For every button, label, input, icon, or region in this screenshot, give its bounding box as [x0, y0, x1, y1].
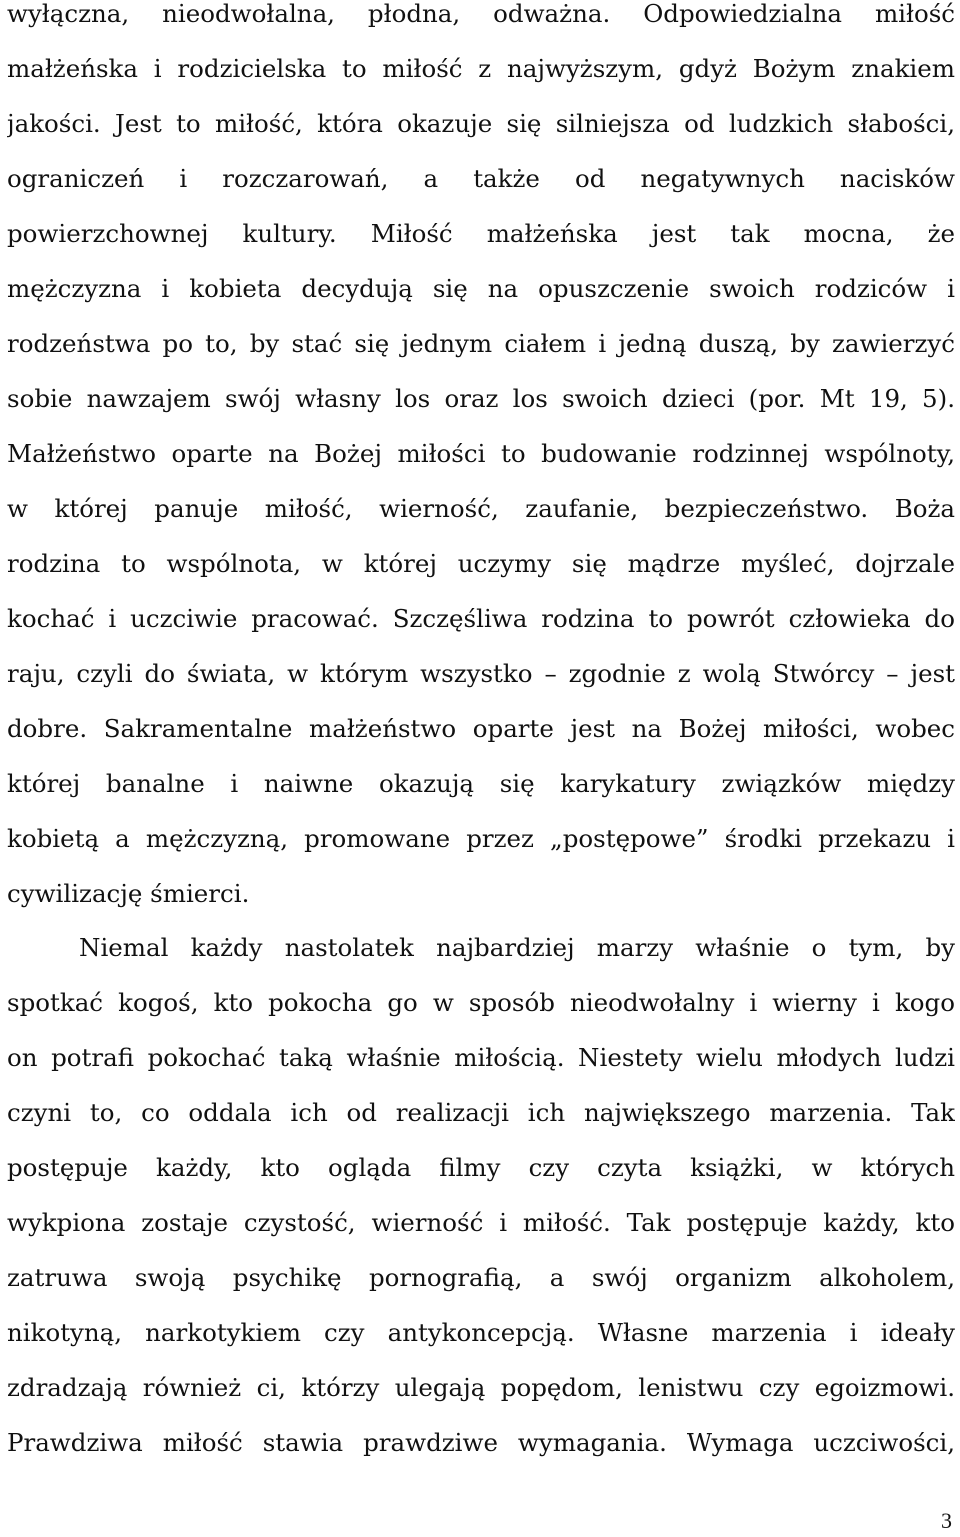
text-line: w której panuje miłość, wierność, zaufanie, bezpieczeństwo. Boża [7, 494, 955, 523]
text-line: Małżeństwo oparte na Bożej miłości to budowanie rodzinnej wspólnoty, [7, 439, 955, 468]
text-line: postępuje każdy, kto ogląda filmy czy czyta książki, w których [7, 1153, 955, 1182]
text-line: nikotyną, narkotykiem czy antykoncepcją. Własne marzenia i ideały [7, 1318, 955, 1347]
text-line: raju, czyli do świata, w którym wszystko – zgodnie z wolą Stwórcy – jest [7, 659, 955, 688]
text-line: zatruwa swoją psychikę pornografią, a swój organizm alkoholem, [7, 1263, 955, 1292]
text-line: kochać i uczciwie pracować. Szczęśliwa rodzina to powrót człowieka do [7, 604, 955, 633]
text-line: dobre. Sakramentalne małżeństwo oparte jest na Bożej miłości, wobec [7, 714, 955, 743]
text-line: mężczyzna i kobieta decydują się na opuszczenie swoich rodziców i [7, 274, 955, 303]
text-line: kobietą a mężczyzną, promowane przez „postępowe” środki przekazu i [7, 824, 955, 853]
text-line: powierzchownej kultury. Miłość małżeńska jest tak mocna, że [7, 219, 955, 248]
text-line: on potrafi pokochać taką właśnie miłością. Niestety wielu młodych ludzi [7, 1043, 955, 1072]
text-line: spotkać kogoś, kto pokocha go w sposób nieodwołalny i wierny i kogo [7, 988, 955, 1017]
text-line: małżeńska i rodzicielska to miłość z najwyższym, gdyż Bożym znakiem [7, 54, 955, 83]
text-line: rodzeństwa po to, by stać się jednym ciałem i jedną duszą, by zawierzyć [7, 329, 955, 358]
text-line: jakości. Jest to miłość, która okazuje się silniejsza od ludzkich słabości, [7, 109, 955, 138]
text-line: której banalne i naiwne okazują się karykatury związków między [7, 769, 955, 798]
text-line: cywilizację śmierci. [7, 879, 250, 908]
text-line: zdradzają również ci, którzy ulegają popędom, lenistwu czy egoizmowi. [7, 1373, 955, 1402]
text-line: czyni to, co oddala ich od realizacji ich największego marzenia. Tak [7, 1098, 955, 1127]
text-line: sobie nawzajem swój własny los oraz los swoich dzieci (por. Mt 19, 5). [7, 384, 955, 413]
text-line: Prawdziwa miłość stawia prawdziwe wymagania. Wymaga uczciwości, [7, 1428, 955, 1457]
page-number: 3 [941, 1508, 952, 1533]
text-line: ograniczeń i rozczarowań, a także od negatywnych nacisków [7, 164, 955, 193]
text-line: wyłączna, nieodwołalna, płodna, odważna. Odpowiedzialna miłość [7, 0, 955, 28]
text-line: wykpiona zostaje czystość, wierność i miłość. Tak postępuje każdy, kto [7, 1208, 955, 1237]
text-line: Niemal każdy nastolatek najbardziej marzy właśnie o tym, by [79, 933, 955, 962]
text-line: rodzina to wspólnota, w której uczymy się mądrze myśleć, dojrzale [7, 549, 955, 578]
